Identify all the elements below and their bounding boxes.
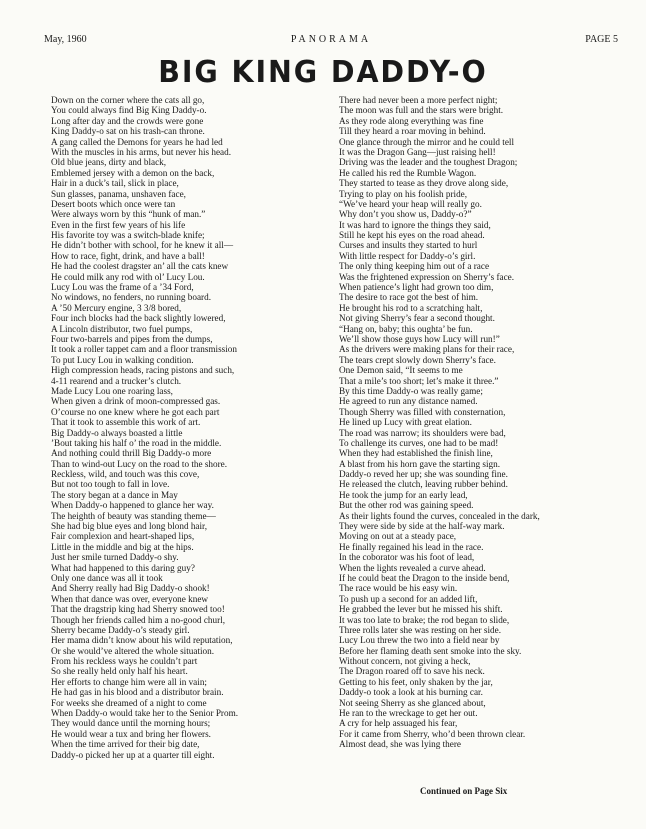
poem-line: Getting to his feet, only shaken by the jar, [339,676,493,687]
poem-line: As they rode along everything was fine [339,115,484,126]
poem-line: In the coborator was his foot of lead, [339,552,475,563]
poem-line: It was too late to brake; the rod began to slide, [339,614,510,625]
poem-line: They were side by side at the half-way mark. [339,521,505,532]
poem-line: Not giving Sherry’s fear a second thought. [339,313,495,324]
poem-line: To challenge its curves, one had to be mad! [339,437,499,448]
poem-line: By this time Daddy-o was really game; [339,385,483,396]
poem-line: He finally regained his lead in the race. [339,541,484,552]
poem-line: He took the jump for an early lead, [339,489,468,500]
poem-line: Reckless, wild, and touch was this cove, [51,469,200,480]
poem-line: The Dragon roared off to save his neck. [339,666,485,677]
poem-line: He didn’t bother with school, for he knew it all— [51,240,234,251]
poem-line: Why don’t you show us, Daddy-o?” [339,209,472,220]
poem-line: Hair in a duck’s tail, slick in place, [51,178,179,189]
poem-line: That it took to assemble this work of art. [51,417,201,428]
poem-line: A ’50 Mercury engine, 3 3/8 bored, [51,302,182,313]
poem-line: Though Sherry was filled with consternation, [339,406,506,417]
poem-line: The tears crept slowly down Sherry’s face. [339,354,496,365]
poem-line: When they had established the finish line, [339,448,493,459]
poem-line: He had the coolest dragster an’ all the cats knew [51,261,229,272]
poem-line: “We’ve heard your heap will really go. [339,198,482,209]
poem-line: Desert boots which once were tan [51,198,176,209]
poem-line: They started to tease as they drove along side, [339,178,509,189]
poem-line: Big Daddy-o always boasted a little [51,427,183,438]
poem-line: Trying to play on his foolish pride, [339,188,468,199]
poem-line: ’Bout taking his half o’ the road in the middle. [51,437,222,448]
poem-line: His favorite toy was a switch-blade knife; [51,230,205,241]
poem-line: She had big blue eyes and long blond hair, [51,521,208,532]
poem-line: When given a drink of moon-compressed gas. [51,396,221,407]
poem-line: He grabbed the lever but he missed his shift. [339,604,503,615]
poem-line: He agreed to run any distance named. [339,396,478,407]
poem-line: What had happened to this daring guy? [51,562,195,573]
poem-line: Daddy-o reved her up; she was sounding fine. [339,469,508,480]
poem-line: He lined up Lucy with great elation. [339,417,472,428]
poem-line: Made Lucy Lou one roaring lass, [51,385,173,396]
poem-line: Only one dance was all it took [51,572,163,583]
poem-line: The desire to race got the best of him. [339,292,479,303]
poem-line: Daddy-o picked her up at a quarter till eight. [51,749,215,760]
continued-note: Continued on Page Six [420,786,508,796]
poem-line: The race would be his easy win. [339,583,458,594]
poem-line: “Hang on, baby; this oughta’ be fun. [339,323,473,334]
left-column [51,95,341,760]
poem-line: Without concern, not giving a heck, [339,656,471,667]
poem-line: Four inch blocks had the back slightly lowered, [51,313,226,324]
poem-line: So she really held only half his heart. [51,666,188,677]
poem-line: From his reckless ways he couldn’t part [51,656,198,667]
poem-line: Just her smile turned Daddy-o shy. [51,552,179,563]
poem-line: A blast from his horn gave the starting sign. [339,458,501,469]
poem-line: Driving was the leader and the toughest Dragon; [339,157,518,168]
poem-line: For weeks she dreamed of a night to come [51,697,207,708]
poem-line: O’course no one knew where he got each part [51,406,220,417]
poem-line: Sun glasses, panama, unshaven face, [51,188,186,199]
poem-line: He called his red the Rumble Wagon. [339,167,477,178]
poem-line: Emblemed jersey with a demon on the back, [51,167,215,178]
poem-line: Four two-barrels and pipes from the dumps, [51,333,213,344]
poem-line: Till they heard a roar moving in behind. [339,126,486,137]
poem-line: When that dance was over, everyone knew [51,593,209,604]
poem-line: Almost dead, she was lying there [339,739,461,750]
poem-line: Even in the first few years of his life [51,219,186,230]
poem-line: When Daddy-o would take her to the Senior Prom. [51,708,239,719]
poem-line: Still he kept his eyes on the road ahead. [339,230,485,241]
poem-line: He had gas in his blood and a distributor brain. [51,687,224,698]
poem-line: It was the Dragon Gang—just raising hell! [339,146,496,157]
poem-line: The story began at a dance in May [51,489,178,500]
poem-line: For it came from Sherry, who’d been thrown clear. [339,728,526,739]
issue-date: May, 1960 [44,34,87,45]
poem-line: Three rolls later she was resting on her side. [339,624,502,635]
poem-line: Sherry became Daddy-o’s steady girl. [51,624,190,635]
poem-line: One Demon said, “It seems to me [339,365,463,376]
poem-line: No windows, no fenders, no running board. [51,292,211,303]
poem-line: Not seeing Sherry as she glanced about, [339,697,486,708]
poem-line: Was the frightened expression on Sherry’s face. [339,271,515,282]
poem-line: When the lights revealed a curve ahead. [339,562,486,573]
poem-line: When patience’s light had grown too dim, [339,282,494,293]
poem-line: To put Lucy Lou in walking condition. [51,354,194,365]
poem-line: With the muscles in his arms, but never his head. [51,146,232,157]
poem-title: BIG KING DADDY-O [158,55,488,90]
poem-line: We’ll show those guys how Lucy will run!” [339,333,500,344]
poem-line: Fair complexion and heart-shaped lips, [51,531,195,542]
poem-line: That the dragstrip king had Sherry snowed too! [51,604,225,615]
poem-line: Moving on out at a steady pace, [339,531,457,542]
poem-line: A Lincoln distributor, two fuel pumps, [51,323,193,334]
poem-line: As the drivers were making plans for their race, [339,344,515,355]
poem-line: He could milk any rod with ol’ Lucy Lou. [51,271,205,282]
poem-line: Than to wind-out Lucy on the road to the shore. [51,458,228,469]
poem-line: Her mama didn’t know about his wild reputation, [51,635,233,646]
poem-line: Her efforts to change him were all in vain; [51,676,207,687]
poem-line: Though her friends called him a no-good churl, [51,614,226,625]
poem-line: But the other rod was gaining speed. [339,500,474,511]
poem-line: The heighth of beauty was standing theme— [51,510,216,521]
poem-line: 4-11 rearend and a trucker’s clutch. [51,375,182,386]
masthead: PANORAMA [290,34,372,45]
poem-line: Before her flaming death sent smoke into the sky. [339,645,522,656]
poem-line: It was hard to ignore the things they said, [339,219,491,230]
poem-line: To push up a second for an added lift, [339,593,478,604]
poem-line: How to race, fight, drink, and have a ball! [51,250,205,261]
poem-line: But not too tough to fall in love. [51,479,170,490]
poem-line: He released the clutch, leaving rubber behind. [339,479,508,490]
poem-line: Were always worn by this “hunk of man.” [51,209,206,220]
poem-line: He brought his rod to a scratching halt, [339,302,483,313]
poem-line: Old blue jeans, dirty and black, [51,157,167,168]
poem-line: Long after day and the crowds were gone [51,115,204,126]
poem-line: Down on the corner where the cats all go, [51,95,205,105]
poem-line: The only thing keeping him out of a race [339,261,490,272]
poem-line: When Daddy-o happened to glance her way. [51,500,214,511]
poem-line: As their lights found the curves, concealed in the dark, [339,510,540,521]
page-number: PAGE 5 [585,34,618,45]
poem-line: The road was narrow; its shoulders were bad, [339,427,506,438]
poem-line: He ran to the wreckage to get her out. [339,708,478,719]
page-header [44,33,618,47]
poem-line: High compression heads, racing pistons and such, [51,365,235,376]
poem-line: He would wear a tux and bring her flowers. [51,728,211,739]
poem-line: The moon was full and the stars were bright. [339,105,504,116]
poem-line: It took a roller tappet cam and a floor transmission [51,344,237,355]
poem-line: Little in the middle and big at the hips. [51,541,194,552]
poem-line: And Sherry really had Big Daddy-o shook! [51,583,210,594]
poem-line: With little respect for Daddy-o’s girl. [339,250,476,261]
poem-line: One glance through the mirror and he could tell [339,136,515,147]
poem-line: And nothing could thrill Big Daddy-o more [51,448,212,459]
poem-line: Curses and insults they started to hurl [339,240,478,251]
poem-line: Lucy Lou threw the two into a field near by [339,635,500,646]
poem-line: A gang called the Demons for years he had led [51,136,223,147]
poem-line: When the time arrived for their big date, [51,739,200,750]
poem-line: Lucy Lou was the frame of a ’34 Ford, [51,282,194,293]
poem-line: There had never been a more perfect night; [339,95,498,105]
poem-line: Or she would’ve altered the whole situation. [51,645,215,656]
poem-line: King Daddy-o sat on his trash-can throne. [51,126,205,137]
poem-line: A cry for help assuaged his fear, [339,718,458,729]
poem-line: That a mile’s too short; let’s make it three.” [339,375,499,386]
poem-line: They would dance until the morning hours; [51,718,211,729]
right-column [339,95,611,750]
poem-line: You could always find Big King Daddy-o. [51,105,207,116]
poem-line: Daddy-o took a look at his burning car. [339,687,483,698]
poem-line: If he could beat the Dragon to the inside bend, [339,572,510,583]
